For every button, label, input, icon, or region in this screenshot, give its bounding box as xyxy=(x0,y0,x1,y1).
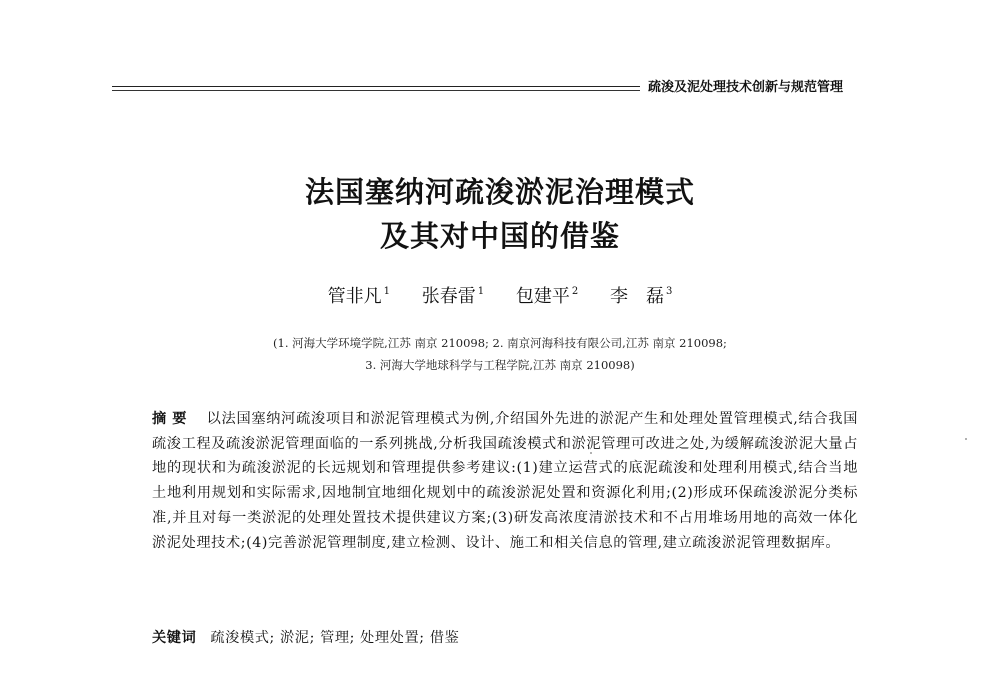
keywords xyxy=(152,627,459,647)
journal-section-title: 疏浚及泥处理技术创新与规范管理 xyxy=(648,80,844,95)
paper-title-line-2: 及其对中国的借鉴 xyxy=(379,219,620,253)
keywords-text: 疏浚模式; 淤泥; 管理; 处理处置; 借鉴 xyxy=(210,630,460,646)
author xyxy=(516,282,578,308)
author-name: 张春雷 xyxy=(421,286,476,307)
scan-speck xyxy=(590,452,592,454)
author-affil-mark: 1 xyxy=(477,286,485,297)
header-rule xyxy=(112,86,640,93)
author xyxy=(610,282,672,308)
author-name: 包建平 xyxy=(515,286,570,307)
author xyxy=(328,282,390,308)
author-name: 管非凡 xyxy=(327,286,382,307)
author-list xyxy=(0,282,1000,308)
scan-speck xyxy=(965,438,967,440)
paper-title-line-1: 法国塞纳河疏浚淤泥治理模式 xyxy=(304,175,695,209)
abstract-label: 摘要 xyxy=(152,411,193,427)
abstract xyxy=(152,407,858,555)
author-affil-mark: 2 xyxy=(571,286,579,297)
author-affil-mark: 1 xyxy=(383,286,391,297)
affiliation-line-1: (1. 河海大学环境学院,江苏 南京 210098; 2. 南京河海科技有限公司,江苏 南京 210098; xyxy=(273,336,727,350)
keywords-label: 关键词 xyxy=(152,630,197,646)
abstract-text: 以法国塞纳河疏浚项目和淤泥管理模式为例,介绍国外先进的淤泥产生和处理处置管理模式,结合我国疏浚工程及疏浚淤泥管理面临的一系列挑战,分析我国疏浚模式和淤泥管理可改进之处,为缓解疏浚淤泥大量占地的现状和为疏浚淤泥的长远规划和管理提供参考建议:(1)建立运营式的底泥疏浚和处理利用模式,结合当地土地利用规划和实际需求,因地制宜地细化规划中的疏浚淤泥处置和资源化利用;(2)形成环保疏浚淤泥分类标准,并且对每一类淤泥的处理处置技术提供建议方案;(3)研发高浓度清淤技术和不占用堆场用地的高效一体化淤泥处理技术;(4)完善淤泥管理制度,建立检测、设计、施工和相关信息的管理,建立疏浚淤泥管理数据库。 xyxy=(152,411,858,551)
author xyxy=(422,282,484,308)
affiliation-line-2: 3. 河海大学地球科学与工程学院,江苏 南京 210098) xyxy=(365,358,635,372)
author-name: 李 磊 xyxy=(609,286,664,307)
author-affil-mark: 3 xyxy=(665,286,673,297)
